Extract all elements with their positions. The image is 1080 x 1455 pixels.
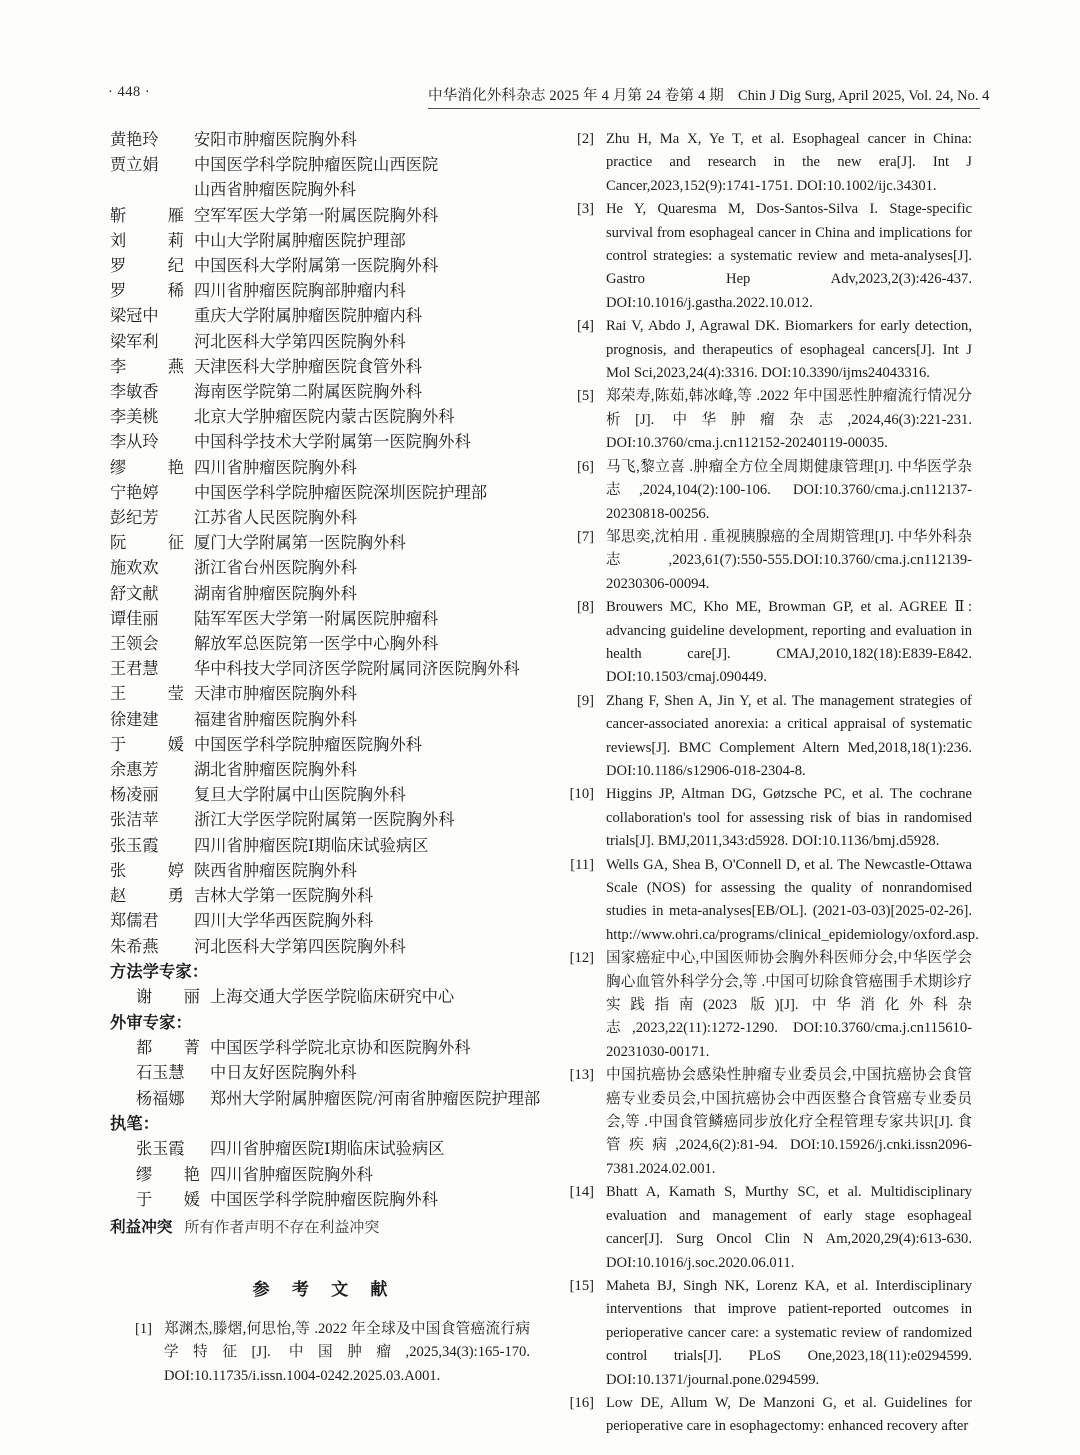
reference-text: Rai V, Abdo J, Agrawal DK. Biomarkers for early detection, prognosis, and therapeutics of esophageal cancers[J]. Int J Mol Sci,2023,24(4):3316. DOI:10.3390/ijms24043316. bbox=[606, 318, 972, 382]
contributor-affiliation: 中国医学科学院北京协和医院胸外科 bbox=[210, 1039, 471, 1058]
reference-number: [10] bbox=[569, 786, 594, 803]
contributor-affiliation: 四川大学华西医院胸外科 bbox=[194, 912, 374, 931]
contributor-affiliation: 中日友好医院胸外科 bbox=[210, 1064, 357, 1083]
reference-entry bbox=[552, 947, 972, 1064]
reference-number: [12] bbox=[569, 950, 594, 967]
contributor-affiliation: 中山大学附属肿瘤医院护理部 bbox=[194, 231, 406, 250]
contributor-row bbox=[110, 355, 530, 380]
expert-group-heading: 执笔： bbox=[110, 1114, 160, 1133]
contributor-affiliation: 郑州大学附属肿瘤医院/河南省肿瘤医院护理部 bbox=[210, 1089, 541, 1108]
contributor-name: 谢 丽 bbox=[136, 988, 200, 1007]
contributor-row bbox=[110, 935, 530, 960]
contributor-name: 杨福娜 bbox=[136, 1089, 185, 1108]
expert-group-heading: 方法学专家： bbox=[110, 962, 209, 981]
contributor-row bbox=[110, 531, 530, 556]
expert-group-heading: 外审专家： bbox=[110, 1013, 192, 1032]
contributor-affiliation: 上海交通大学医学院临床研究中心 bbox=[210, 988, 455, 1007]
reference-entry bbox=[552, 385, 972, 455]
reference-entry bbox=[552, 315, 972, 385]
reference-number: [14] bbox=[569, 1184, 594, 1201]
reference-text: Zhu H, Ma X, Ye T, et al. Esophageal cancer in China: practice and research in the new era[J]. Int J Cancer,2023,152(9):1741-1751. DOI:10.1002/ijc.34301. bbox=[606, 131, 972, 194]
reference-text: 郑渊杰,滕熠,何思怡,等 .2022 年全球及中国食管癌流行病学特征[J]. 中国肿瘤,2025,34(3):165-170. DOI:10.11735/i.issn.1004-0242.2025.03.A001. bbox=[164, 1320, 530, 1384]
reference-number: [2] bbox=[576, 131, 594, 147]
contributor-row bbox=[110, 682, 530, 707]
contributor-row bbox=[110, 128, 530, 153]
contributor-name: 余惠芳 bbox=[110, 761, 159, 780]
reference-text: Zhang F, Shen A, Jin Y, et al. The management strategies of cancer-associated anorexia: a critical appraisal of systematic reviews[J]. BMC Complement Altern Med,2018,18(1):236. DOI:10.1186/s12906-018-2304-8. bbox=[606, 692, 972, 779]
contributor-name: 于 媛 bbox=[110, 735, 184, 754]
contributor-affiliation: 安阳市肿瘤医院胸外科 bbox=[194, 131, 357, 149]
reference-entry bbox=[552, 690, 972, 784]
contributor-name: 李从玲 bbox=[110, 433, 159, 452]
running-head bbox=[0, 84, 1080, 110]
contributor-row bbox=[110, 279, 530, 304]
right-column bbox=[552, 128, 979, 1439]
contributor-affiliation: 河北医科大学第四医院胸外科 bbox=[194, 937, 406, 956]
reference-entry bbox=[552, 854, 979, 948]
contributor-name: 梁冠中 bbox=[110, 307, 159, 326]
contributor-row bbox=[110, 1137, 530, 1162]
contributor-row bbox=[110, 909, 530, 934]
contributor-row bbox=[110, 808, 530, 833]
contributor-row bbox=[110, 506, 530, 531]
contributor-row bbox=[110, 834, 530, 859]
conflict-of-interest bbox=[110, 1215, 530, 1241]
reference-entry bbox=[552, 1392, 972, 1439]
reference-text: Maheta BJ, Singh NK, Lorenz KA, et al. Interdisciplinary interventions that improve patient-reported outcomes in perioperative cancer care: a systematic review of randomized control trials[J]. PLoS One,2023,18(11):e0294599. DOI:10.1371/journal.pone.0294599. bbox=[606, 1277, 972, 1388]
contributor-affiliation: 中国医学科学院肿瘤医院胸外科 bbox=[210, 1190, 439, 1209]
contributor-row bbox=[110, 556, 530, 581]
contributor-row bbox=[110, 229, 530, 254]
contributor-name: 李敏香 bbox=[110, 383, 159, 402]
contributor-name: 阮 征 bbox=[110, 534, 184, 553]
reference-number: [1] bbox=[134, 1320, 152, 1337]
contributor-name: 彭纪芳 bbox=[110, 509, 159, 528]
contributor-row bbox=[110, 330, 530, 355]
contributor-row bbox=[110, 153, 530, 178]
contributor-affiliation: 河北医科大学第四医院胸外科 bbox=[194, 332, 406, 351]
reference-text: Bhatt A, Kamath S, Murthy SC, et al. Multidisciplinary evaluation and management of early stage esophageal cancer[J]. Surg Oncol Clin N Am,2020,29(4):613-630. DOI:10.1016/j.soc.2020.06.011. bbox=[606, 1184, 972, 1271]
reference-text: Low DE, Allum W, De Manzoni G, et al. Guidelines for perioperative care in esophagectomy: enhanced recovery after bbox=[606, 1394, 972, 1435]
reference-entry bbox=[552, 596, 972, 690]
contributor-name: 李美桃 bbox=[110, 408, 159, 427]
contributor-name: 赵 勇 bbox=[110, 887, 184, 906]
reference-text: Wells GA, Shea B, O'Connell D, et al. The Newcastle-Ottawa Scale (NOS) for assessing the quality of nonrandomised studies in meta-analyses[EB/OL]. (2021-03-03)[2025-02-26]. http://www.ohri.ca/programs/clinical_epidemiology/oxford.asp. bbox=[606, 856, 979, 943]
contributor-name: 舒文献 bbox=[110, 584, 159, 603]
contributor-row bbox=[110, 204, 530, 229]
reference-number: [3] bbox=[576, 201, 594, 218]
contributor-row bbox=[110, 430, 530, 455]
contributor-affiliation: 中国医科大学附属第一医院胸外科 bbox=[194, 257, 439, 276]
contributor-name: 于 媛 bbox=[136, 1190, 200, 1209]
expert-group-list bbox=[110, 960, 541, 1213]
contributor-affiliation: 中国医学科学院肿瘤医院山西医院 bbox=[194, 156, 439, 175]
reference-entry bbox=[552, 456, 972, 526]
reference-text: 马飞,黎立喜 .肿瘤全方位全周期健康管理[J]. 中华医学杂志,2024,104(2):100-106. DOI:10.3760/cma.j.cn112137-20230818-00256. bbox=[606, 458, 972, 522]
contributor-row bbox=[110, 859, 530, 884]
reference-number: [15] bbox=[569, 1277, 594, 1294]
contributor-name: 张 婷 bbox=[110, 861, 184, 880]
contributor-list bbox=[110, 128, 530, 960]
journal-title-en: Chin J Dig Surg, April 2025, Vol. 24, No. 4 bbox=[738, 88, 990, 104]
reference-number: [6] bbox=[576, 458, 594, 475]
contributor-name: 王 莹 bbox=[110, 685, 184, 704]
contributor-name: 施欢欢 bbox=[110, 559, 159, 578]
contributor-affiliation: 四川省肿瘤医院胸部肿瘤内科 bbox=[194, 282, 406, 301]
reference-text: Brouwers MC, Kho ME, Browman GP, et al. AGREE Ⅱ: advancing guideline development, reporting and evaluation in health care[J]. CMAJ,2010,182(18):E839-E842. DOI:10.1503/cmaj.090449. bbox=[606, 599, 972, 686]
contributor-row bbox=[110, 632, 530, 657]
journal-title-line bbox=[428, 84, 990, 109]
contributor-affiliation: 湖北省肿瘤医院胸外科 bbox=[194, 761, 357, 780]
contributor-row bbox=[110, 985, 530, 1010]
contributor-row bbox=[110, 657, 530, 682]
contributor-name: 张玉霞 bbox=[136, 1140, 185, 1159]
contributor-affiliation: 复旦大学附属中山医院胸外科 bbox=[194, 786, 406, 805]
reference-number: [7] bbox=[576, 528, 594, 545]
contributor-row bbox=[110, 733, 530, 758]
contributor-affiliation: 陕西省肿瘤医院胸外科 bbox=[194, 861, 357, 880]
contributor-row bbox=[110, 304, 530, 329]
contributor-row bbox=[110, 1163, 530, 1188]
contributor-row bbox=[110, 582, 530, 607]
contributor-name: 石玉慧 bbox=[136, 1064, 185, 1083]
contributor-row bbox=[110, 708, 530, 733]
contributor-name: 梁军利 bbox=[110, 332, 159, 351]
reference-entry bbox=[552, 1064, 972, 1181]
contributor-row bbox=[110, 380, 530, 405]
reference-entry bbox=[552, 198, 972, 315]
contributor-affiliation: 四川省肿瘤医院Ⅰ期临床试验病区 bbox=[210, 1140, 445, 1159]
contributor-affiliation: 天津医科大学肿瘤医院食管外科 bbox=[194, 357, 423, 376]
contributor-affiliation: 厦门大学附属第一医院胸外科 bbox=[194, 534, 406, 553]
reference-entry bbox=[552, 1181, 972, 1275]
journal-title-cn: 中华消化外科杂志 2025 年 4 月第 24 卷第 4 期 bbox=[428, 88, 724, 104]
contributor-affiliation: 重庆大学附属肿瘤医院肿瘤内科 bbox=[194, 307, 423, 326]
contributor-affiliation: 浙江大学医学院附属第一医院胸外科 bbox=[194, 811, 455, 830]
contributor-name: 徐建建 bbox=[110, 710, 159, 729]
contributor-name: 王君慧 bbox=[110, 660, 159, 679]
contributor-affiliation: 中国科学技术大学附属第一医院胸外科 bbox=[194, 433, 471, 452]
reference-number: [8] bbox=[576, 599, 594, 616]
contributor-row bbox=[110, 1188, 530, 1213]
contributor-name: 贾立娟 bbox=[110, 156, 159, 175]
reference-entry bbox=[552, 128, 972, 198]
left-column bbox=[110, 128, 541, 1388]
contributor-affiliation: 中国医学科学院肿瘤医院深圳医院护理部 bbox=[194, 483, 488, 502]
contributor-affiliation: 陆军军医大学第一附属医院肿瘤科 bbox=[194, 609, 439, 628]
contributor-row bbox=[110, 481, 530, 506]
reference-entry bbox=[110, 1318, 530, 1388]
contributor-name: 靳 雁 bbox=[110, 206, 184, 225]
contributor-affiliation: 北京大学肿瘤医院内蒙古医院胸外科 bbox=[194, 408, 455, 427]
contributor-row bbox=[110, 1036, 530, 1061]
contributor-affiliation: 四川省肿瘤医院Ⅰ期临床试验病区 bbox=[194, 836, 429, 855]
contributor-name: 李 燕 bbox=[110, 357, 184, 376]
contributor-row bbox=[110, 254, 530, 279]
contributor-name: 黄艳玲 bbox=[110, 131, 159, 149]
contributor-row bbox=[110, 1087, 541, 1112]
contributor-affiliation: 福建省肿瘤医院胸外科 bbox=[194, 710, 357, 729]
contributor-row bbox=[110, 758, 530, 783]
contributor-affiliation: 解放军总医院第一医学中心胸外科 bbox=[194, 635, 439, 654]
contributor-affiliation-continued: 山西省肿瘤医院胸外科 bbox=[194, 181, 356, 200]
references-heading: 参 考 文 献 bbox=[252, 1279, 397, 1299]
reference-entry bbox=[552, 783, 972, 853]
reference-number: [11] bbox=[570, 856, 594, 873]
contributor-row bbox=[110, 607, 530, 632]
contributor-row bbox=[110, 405, 530, 430]
reference-text: Higgins JP, Altman DG, Gøtzsche PC, et al. The cochrane collaboration's tool for assessing risk of bias in randomised trials[J]. BMJ,2011,343:d5928. DOI:10.1136/bmj.d5928. bbox=[606, 786, 972, 850]
reference-number: [9] bbox=[576, 692, 594, 709]
contributor-affiliation: 海南医学院第二附属医院胸外科 bbox=[194, 383, 423, 402]
contributor-affiliation: 四川省肿瘤医院胸外科 bbox=[194, 458, 357, 477]
contributor-affiliation: 四川省肿瘤医院胸外科 bbox=[210, 1165, 373, 1184]
page-folio: · 448 · bbox=[108, 84, 151, 100]
contributor-name: 缪 艳 bbox=[136, 1165, 200, 1184]
contributor-row bbox=[110, 456, 530, 481]
reference-entry bbox=[552, 526, 972, 596]
reference-text: 国家癌症中心,中国医师协会胸外科医师分会,中华医学会胸心血管外科学分会,等 .中国可切除食管癌围手术期诊疗实践指南(2023 版)[J]. 中华消化外科杂志,2023,22(11):1272-1290. DOI:10.3760/cma.j.cn115610-20231030-00171. bbox=[606, 950, 972, 1060]
contributor-affiliation: 空军军医大学第一附属医院胸外科 bbox=[194, 206, 439, 225]
contributor-row bbox=[110, 783, 530, 808]
contributor-affiliation: 华中科技大学同济医学院附属同济医院胸外科 bbox=[194, 660, 520, 679]
contributor-name: 都 菁 bbox=[136, 1039, 200, 1058]
contributor-name: 罗 稀 bbox=[110, 282, 184, 301]
reference-number: [16] bbox=[569, 1394, 594, 1411]
reference-number: [5] bbox=[576, 388, 594, 405]
reference-text: He Y, Quaresma M, Dos-Santos-Silva I. Stage-specific survival from esophageal cancer in China and implications for control strategies: a systematic review and meta-analyses[J]. Gastro Hep Adv,2023,2(3):426-437. DOI:10.1016/j.gastha.2022.10.012. bbox=[606, 201, 972, 311]
contributor-name: 刘 莉 bbox=[110, 231, 184, 250]
contributor-affiliation: 江苏省人民医院胸外科 bbox=[194, 509, 357, 528]
reference-text: 郑荣寿,陈茹,韩冰峰,等 .2022 年中国恶性肿瘤流行情况分析[J]. 中华肿瘤杂志,2024,46(3):221-231. DOI:10.3760/cma.j.cn112152-20240119-00035. bbox=[606, 388, 972, 452]
contributor-name: 张洁苹 bbox=[110, 811, 159, 830]
contributor-name: 谭佳丽 bbox=[110, 609, 159, 628]
reference-text: 中国抗癌协会感染性肿瘤专业委员会,中国抗癌协会食管癌专业委员会,中国抗癌协会中西医整合食管癌专业委员会,等 .中国食管鳞癌同步放化疗全程管理专家共识[J]. 食管疾病,2024,6(2):81-94. DOI:10.15926/j.cnki.issn2096-7381.2024.02.001. bbox=[606, 1067, 972, 1177]
contributor-name: 张玉霞 bbox=[110, 836, 159, 855]
conflict-of-interest-text: 所有作者声明不存在利益冲突 bbox=[184, 1219, 380, 1236]
reference-entry bbox=[552, 1275, 972, 1392]
contributor-row bbox=[110, 1061, 530, 1086]
contributor-affiliation: 湖南省肿瘤医院胸外科 bbox=[194, 584, 357, 603]
contributor-affiliation: 天津市肿瘤医院胸外科 bbox=[194, 685, 357, 704]
contributor-affiliation: 吉林大学第一医院胸外科 bbox=[194, 887, 374, 906]
references-left-list bbox=[110, 1318, 530, 1388]
contributor-name: 罗 纪 bbox=[110, 257, 184, 276]
reference-number: [13] bbox=[569, 1067, 594, 1084]
contributor-name: 缪 艳 bbox=[110, 458, 184, 477]
contributor-name: 朱希燕 bbox=[110, 937, 159, 956]
contributor-name: 郑儒君 bbox=[110, 912, 159, 931]
contributor-row bbox=[110, 884, 530, 909]
contributor-affiliation: 中国医学科学院肿瘤医院胸外科 bbox=[194, 735, 423, 754]
reference-text: 邹思奕,沈柏用 . 重视胰腺癌的全周期管理[J]. 中华外科杂志,2023,61(7):550-555.DOI:10.3760/cma.j.cn112139-20230306-00094. bbox=[606, 528, 972, 592]
contributor-name: 宁艳婷 bbox=[110, 483, 159, 502]
contributor-name: 杨凌丽 bbox=[110, 786, 159, 805]
reference-number: [4] bbox=[576, 318, 594, 335]
conflict-of-interest-label: 利益冲突 bbox=[110, 1218, 173, 1236]
contributor-name: 王领会 bbox=[110, 635, 159, 654]
references-right-list bbox=[552, 128, 979, 1439]
contributor-affiliation: 浙江省台州医院胸外科 bbox=[194, 559, 357, 578]
